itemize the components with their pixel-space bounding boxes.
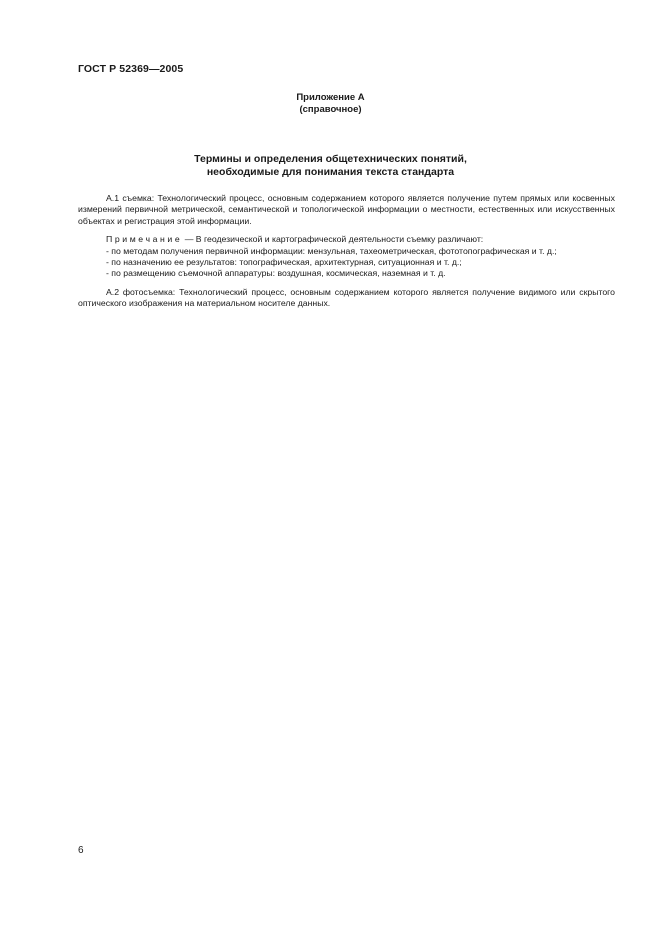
section-title-line-1: Термины и определения общетехнических понятий, xyxy=(194,153,467,165)
term-a1: А.1 съемка: Технологический процесс, основным содержанием которого является получение путем прямых или косвенных измерений первичной метрической, семантической и топологической информации о местности, естественных или искусственных объектах и регистрация этой информации. xyxy=(78,193,615,226)
note-item-placement: - по размещению съемочной аппаратуры: воздушная, космическая, наземная и т. д. xyxy=(106,268,446,279)
note-item-methods: - по методам получения первичной информации: мензульная, тахеометрическая, фототопографическая и т. д.; xyxy=(106,245,557,256)
annex-type: (справочное) xyxy=(299,104,362,115)
annex-title: Приложение А xyxy=(296,92,365,103)
section-title xyxy=(0,153,661,179)
note-item-purpose: - по назначению ее результатов: топографическая, архитектурная, ситуационная и т. д.; xyxy=(106,257,462,268)
standard-code-header: ГОСТ Р 52369—2005 xyxy=(78,63,184,75)
note-label: Примечание xyxy=(106,234,183,245)
annex-heading xyxy=(0,92,661,116)
page-number: 6 xyxy=(78,845,84,856)
document-body xyxy=(78,193,615,310)
section-title-line-2: необходимые для понимания текста стандарта xyxy=(206,166,455,178)
term-a2: А.2 фотосъемка: Технологический процесс, основным содержанием которого является получение видимого или скрытого оптического изображения на материальном носителе данных. xyxy=(78,286,615,309)
note-intro-text: — В геодезической и картографической деятельности съемку различают: xyxy=(182,234,484,245)
note-intro-line xyxy=(78,234,615,245)
